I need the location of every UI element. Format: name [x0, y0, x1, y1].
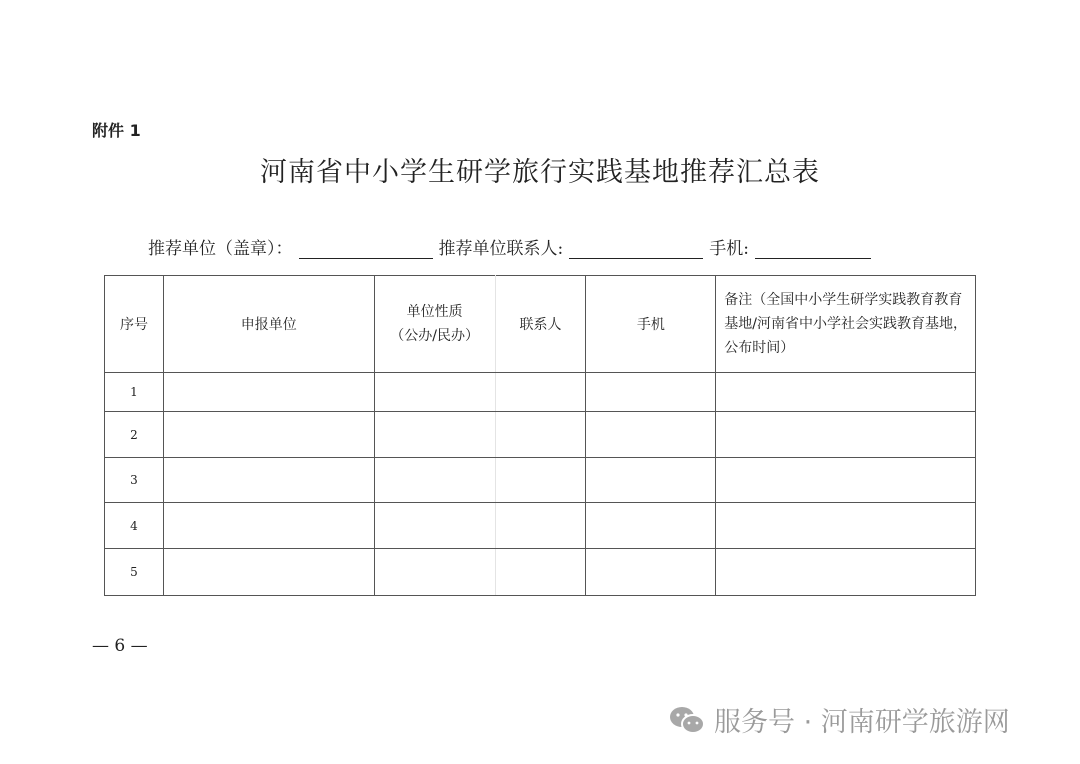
cell-unit[interactable]: [163, 503, 374, 549]
cell-contact[interactable]: [495, 549, 586, 596]
unit-label: 推荐单位（盖章）：: [148, 239, 293, 259]
cell-phone[interactable]: [586, 373, 716, 412]
cell-phone[interactable]: [586, 549, 716, 596]
header-nature-label: 单位性质: [406, 304, 463, 320]
header-phone: 手机: [586, 276, 716, 373]
header-nature: [374, 276, 495, 373]
cell-note[interactable]: [716, 412, 976, 458]
cell-unit[interactable]: [163, 412, 374, 458]
cell-note[interactable]: [716, 503, 976, 549]
row-seq: 5: [105, 549, 164, 596]
phone-blank[interactable]: [755, 240, 871, 259]
cell-phone[interactable]: [586, 503, 716, 549]
cell-nature[interactable]: [374, 373, 495, 412]
phone-label: 手机:: [709, 239, 749, 259]
table-header-row: [105, 276, 976, 373]
header-contact: 联系人: [495, 276, 586, 373]
row-seq: 3: [105, 458, 164, 503]
cell-contact[interactable]: [495, 373, 586, 412]
cell-nature[interactable]: [374, 458, 495, 503]
cell-phone[interactable]: [586, 458, 716, 503]
cell-phone[interactable]: [586, 412, 716, 458]
cell-unit[interactable]: [163, 549, 374, 596]
cell-contact[interactable]: [495, 503, 586, 549]
cell-note[interactable]: [716, 549, 976, 596]
table-row: [105, 458, 976, 503]
header-note: 备注（全国中小学生研学实践教育教育基地/河南省中小学社会实践教育基地，公布时间）: [716, 276, 976, 373]
header-unit: 申报单位: [163, 276, 374, 373]
cell-nature[interactable]: [374, 549, 495, 596]
row-seq: 1: [105, 373, 164, 412]
page-number: — 6 —: [92, 636, 148, 656]
cell-note[interactable]: [716, 373, 976, 412]
contact-blank[interactable]: [569, 240, 703, 259]
attachment-label: 附件 1: [92, 121, 141, 140]
cell-contact[interactable]: [495, 412, 586, 458]
watermark-text: 服务号 · 河南研学旅游网: [714, 707, 1010, 738]
form-fields-line: [148, 234, 877, 259]
table-row: [105, 503, 976, 549]
wechat-icon: [668, 704, 706, 736]
row-seq: 4: [105, 503, 164, 549]
cell-nature[interactable]: [374, 412, 495, 458]
header-seq: 序号: [105, 276, 164, 373]
page-title: 河南省中小学生研学旅行实践基地推荐汇总表: [260, 157, 820, 188]
cell-unit[interactable]: [163, 373, 374, 412]
watermark: [668, 700, 1010, 739]
table-row: [105, 412, 976, 458]
header-nature-sub: （公办/民办）: [390, 328, 479, 344]
cell-nature[interactable]: [374, 503, 495, 549]
cell-note[interactable]: [716, 458, 976, 503]
table-row: [105, 373, 976, 412]
table-row: [105, 549, 976, 596]
contact-label: 推荐单位联系人:: [438, 239, 564, 259]
unit-blank[interactable]: [299, 240, 433, 259]
cell-contact[interactable]: [495, 458, 586, 503]
cell-unit[interactable]: [163, 458, 374, 503]
row-seq: 2: [105, 412, 164, 458]
summary-table: [104, 275, 976, 596]
